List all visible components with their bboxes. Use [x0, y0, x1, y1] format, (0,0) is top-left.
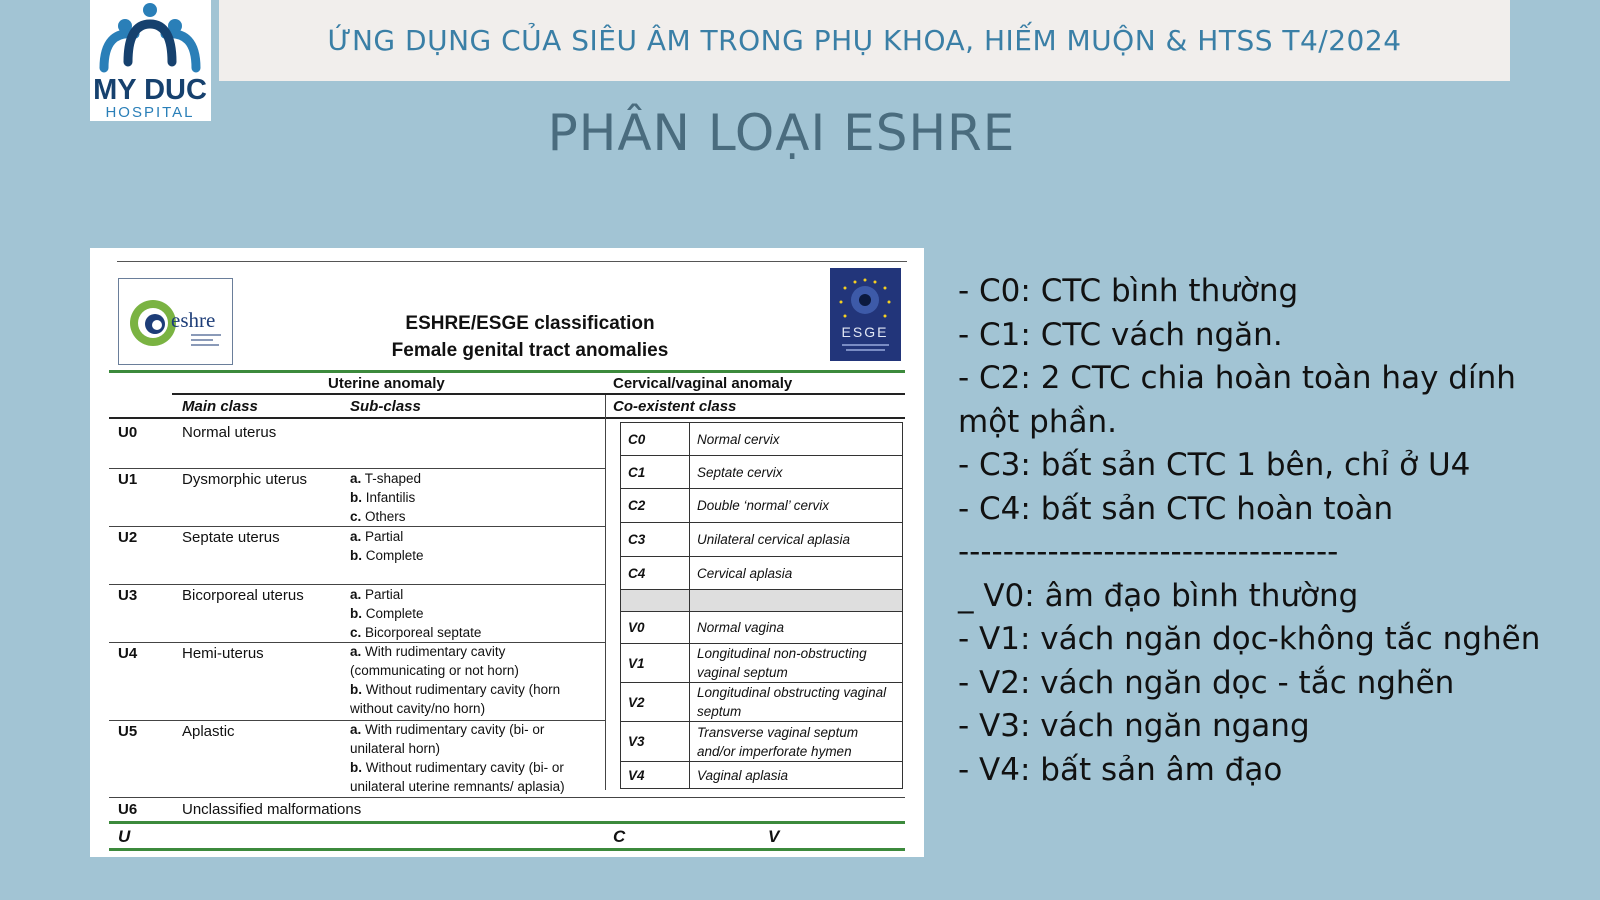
subclass-item: c. Others	[350, 509, 406, 524]
subclass-item: b. Without rudimentary cavity (horn	[350, 682, 561, 697]
subclass-item: b. Complete	[350, 606, 424, 621]
subclass-item: b. Without rudimentary cavity (bi- or	[350, 760, 564, 775]
table-row	[621, 590, 903, 612]
class-name: Septate uterus	[182, 529, 280, 546]
conference-header	[219, 0, 1510, 81]
main-class-header: Main class	[182, 398, 258, 415]
footer-c: C	[613, 827, 626, 846]
subclass-item: a. Partial	[350, 587, 404, 602]
note-c3: - C3: bất sản CTC 1 bên, chỉ ở U4	[958, 447, 1471, 483]
note-c4: - C4: bất sản CTC hoàn toàn	[958, 490, 1394, 527]
note-c1: - C1: CTC vách ngăn.	[958, 316, 1283, 353]
note-v2: - V2: vách ngăn dọc - tắc nghẽn	[958, 664, 1455, 701]
my-duc-hospital-logo	[90, 0, 211, 121]
subclass-item: a. With rudimentary cavity (bi- or	[350, 722, 545, 737]
footer-u: U	[118, 827, 131, 846]
hospital-logo-icon	[90, 0, 211, 121]
subclass-item: unilateral uterine remnants/ aplasia)	[350, 779, 565, 794]
subclass-item: unilateral horn)	[350, 741, 441, 756]
divider	[109, 821, 905, 824]
coexistent-class-header: Co-existent class	[613, 398, 737, 415]
subclass-item: (communicating or not horn)	[350, 663, 519, 678]
table-row: C2 Double ‘normal’ cervix	[621, 489, 903, 523]
footer-v: V	[768, 827, 780, 846]
svg-text:eshre: eshre	[171, 308, 216, 332]
class-code: U3	[118, 587, 138, 604]
class-name: Bicorporeal uterus	[182, 587, 304, 604]
notes-list	[958, 270, 1568, 792]
divider	[172, 393, 905, 395]
divider	[109, 848, 905, 851]
table-row: C3 Unilateral cervical aplasia	[621, 523, 903, 557]
subclass-item: b. Complete	[350, 548, 424, 563]
subclass-item: a. With rudimentary cavity	[350, 644, 506, 659]
figure-title	[90, 310, 970, 364]
divider	[117, 261, 907, 262]
class-name: Normal uterus	[182, 424, 277, 441]
class-code: U2	[118, 529, 138, 546]
table-row: V4 Vaginal aplasia	[621, 762, 903, 789]
figure-title-line2: Female genital tract anomalies	[391, 340, 669, 361]
subclass-item: b. Infantilis	[350, 490, 416, 505]
conference-title: ỨNG DỤNG CỦA SIÊU ÂM TRONG PHỤ KHOA, HIẾM MUỘN & HTSS T4/2024	[327, 24, 1402, 57]
note-v3: - V3: vách ngăn ngang	[958, 708, 1310, 744]
note-c2: - C2: 2 CTC chia hoàn toàn hay dính một phần.	[958, 360, 1516, 440]
svg-text:HOSPITAL: HOSPITAL	[105, 104, 195, 121]
note-v4: - V4: bất sản âm đạo	[958, 751, 1283, 788]
column-divider	[605, 395, 606, 790]
figure-title-line1: ESHRE/ESGE classification	[405, 313, 655, 334]
class-code: U0	[118, 424, 138, 441]
class-code: U6	[118, 801, 138, 818]
note-v0: _ V0: âm đạo bình thường	[958, 577, 1359, 614]
class-code: U5	[118, 723, 138, 740]
uterine-anomaly-header: Uterine anomaly	[328, 375, 445, 392]
class-name: Hemi-uterus	[182, 645, 264, 662]
class-name: Aplastic	[182, 723, 235, 740]
table-row: C1 Septate cervix	[621, 456, 903, 489]
class-name: Unclassified malformations	[182, 801, 362, 818]
cervical-anomaly-header: Cervical/vaginal anomaly	[613, 375, 793, 392]
note-c0: - C0: CTC bình thường	[958, 273, 1299, 309]
divider	[109, 370, 905, 373]
class-code: U1	[118, 471, 138, 488]
table-row: C0 Normal cervix	[621, 423, 903, 456]
classification-figure	[90, 248, 924, 857]
svg-text:MY DUC: MY DUC	[93, 74, 207, 106]
subclass-item: c. Bicorporeal septate	[350, 625, 482, 640]
note-v1: - V1: vách ngăn dọc-không tắc nghẽn	[958, 621, 1541, 657]
table-row: V3 Transverse vaginal septum and/or imperforate hymen	[621, 722, 903, 762]
svg-text:ESGE: ESGE	[841, 324, 889, 340]
note-separator: ----------------------------------	[958, 534, 1339, 570]
sub-class-header: Sub-class	[350, 398, 421, 415]
subclass-item: a. Partial	[350, 529, 404, 544]
table-row: V2 Longitudinal obstructing vaginal septum	[621, 683, 903, 722]
table-row: C4 Cervical aplasia	[621, 557, 903, 590]
table-row: V0 Normal vagina	[621, 612, 903, 644]
divider	[109, 417, 905, 419]
table-row: V1 Longitudinal non-obstructing vaginal septum	[621, 644, 903, 683]
subclass-item: a. T-shaped	[350, 471, 422, 486]
row-divider	[109, 797, 905, 798]
coexistent-class-table	[620, 422, 903, 789]
class-code: U4	[118, 645, 138, 662]
class-name: Dysmorphic uterus	[182, 471, 308, 488]
page-title: PHÂN LOẠI ESHRE	[547, 104, 1016, 162]
subclass-item: without cavity/no horn)	[350, 701, 486, 716]
